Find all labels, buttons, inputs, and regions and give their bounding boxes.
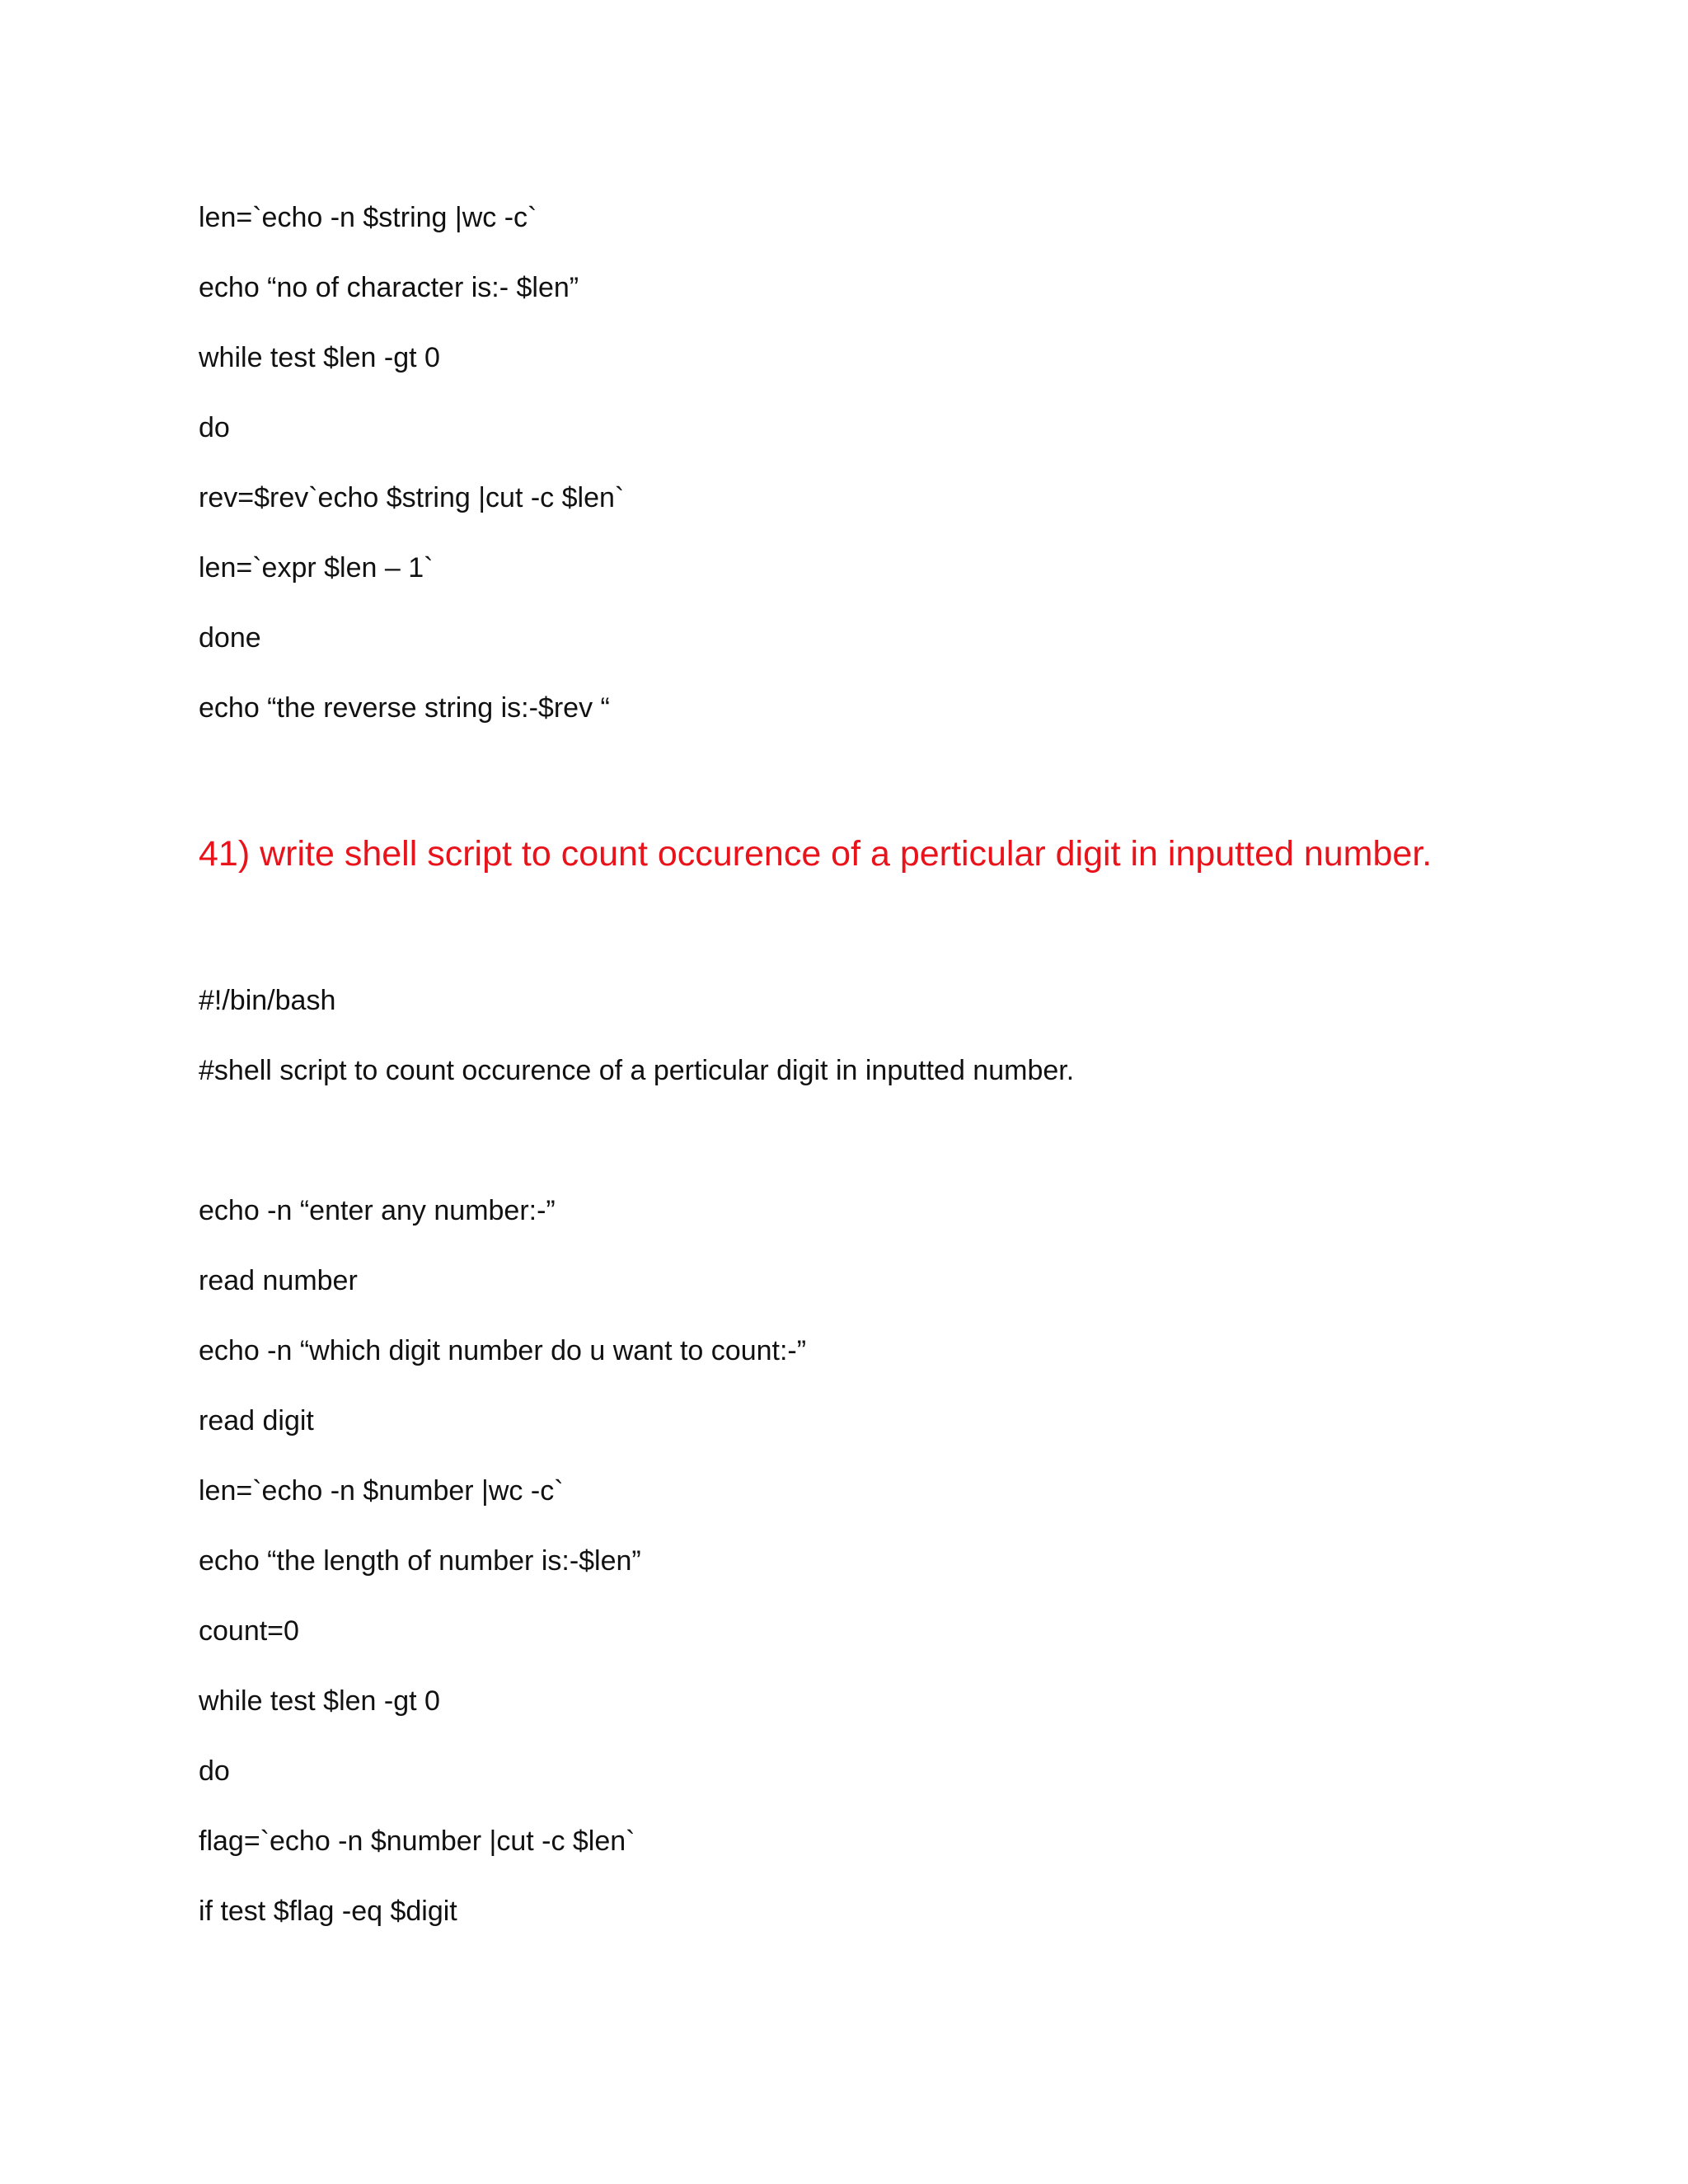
code-line: read number — [199, 1265, 358, 1296]
code-line: echo -n “enter any number:-” — [199, 1195, 556, 1226]
code-line: len=`echo -n $string |wc -c` — [199, 202, 537, 233]
question-heading: 41) write shell script to count occurence of a perticular digit in inputted number. — [199, 834, 1432, 874]
code-line: done — [199, 622, 261, 654]
code-line: count=0 — [199, 1615, 299, 1647]
code-line: #!/bin/bash — [199, 985, 336, 1016]
code-line: read digit — [199, 1405, 314, 1436]
code-line: while test $len -gt 0 — [199, 342, 440, 373]
code-line: echo -n “which digit number do u want to count:-” — [199, 1335, 807, 1366]
code-line: #shell script to count occurence of a perticular digit in inputted number. — [199, 1055, 1075, 1086]
code-line: do — [199, 1755, 230, 1787]
code-line: echo “the length of number is:-$len” — [199, 1545, 641, 1577]
code-line: if test $flag -eq $digit — [199, 1896, 457, 1927]
code-line: while test $len -gt 0 — [199, 1685, 440, 1717]
code-line: rev=$rev`echo $string |cut -c $len` — [199, 482, 625, 513]
code-line: echo “the reverse string is:-$rev “ — [199, 692, 610, 724]
code-line: echo “no of character is:- $len” — [199, 272, 579, 303]
code-line: flag=`echo -n $number |cut -c $len` — [199, 1825, 635, 1857]
code-line: len=`expr $len – 1` — [199, 552, 434, 583]
code-line: do — [199, 412, 230, 443]
code-line: len=`echo -n $number |wc -c` — [199, 1475, 564, 1507]
